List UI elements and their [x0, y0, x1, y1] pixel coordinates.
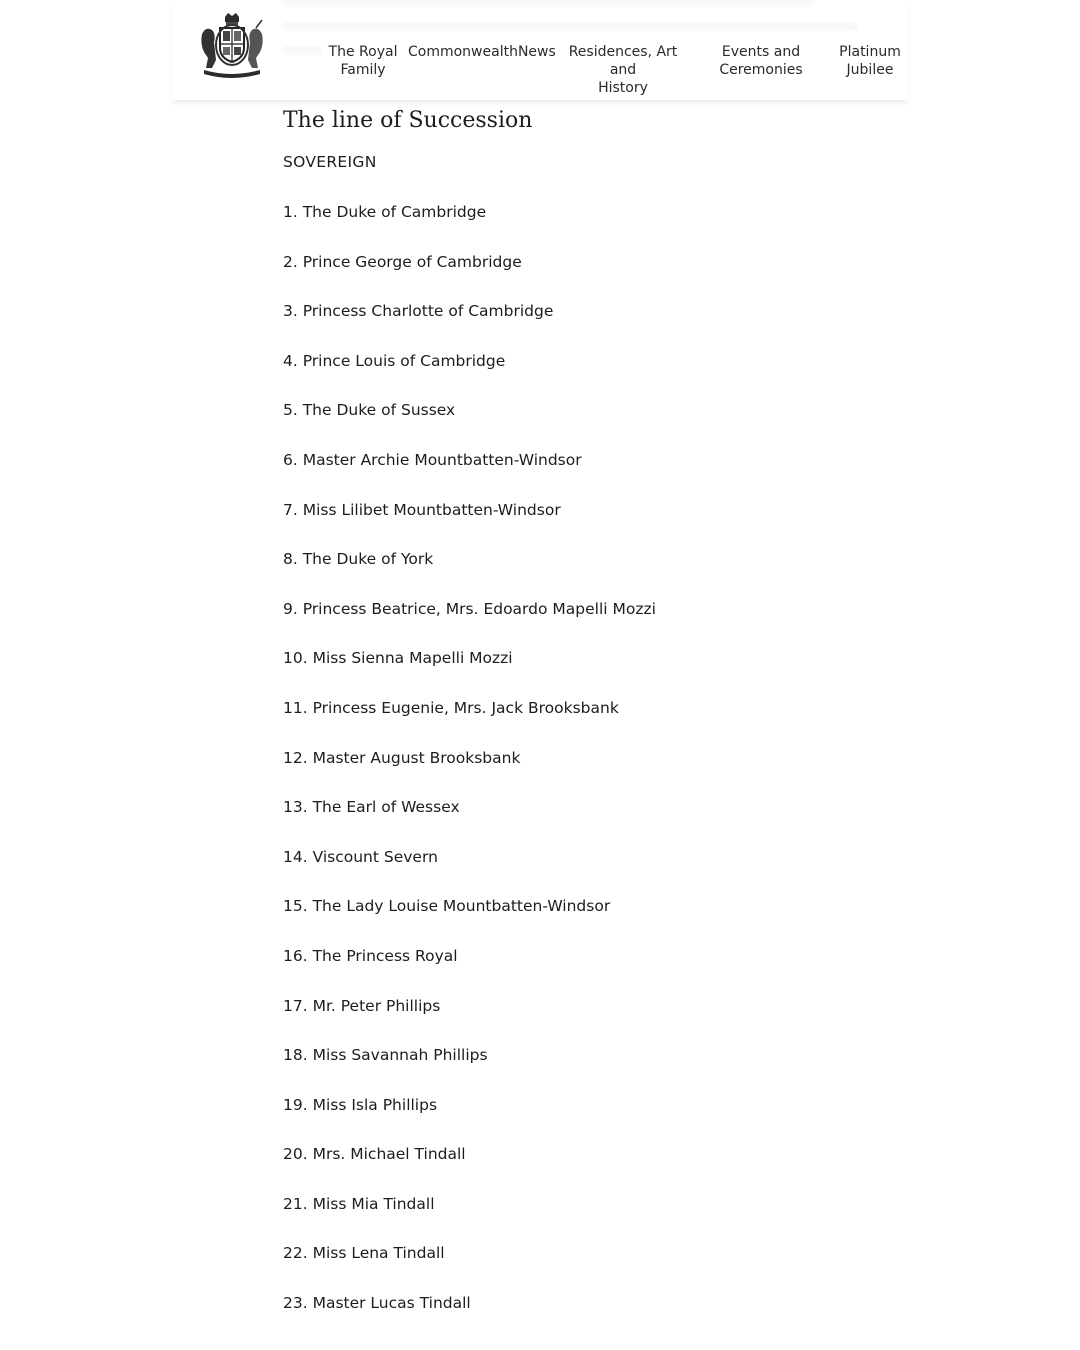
nav-item-residences-art-history[interactable]: Residences, Art and History	[568, 44, 678, 96]
page-title: The line of Succession	[283, 108, 533, 133]
succession-list-item: 1. The Duke of Cambridge	[283, 203, 487, 221]
nav-item-events-ceremonies[interactable]: Events and Ceremonies	[719, 44, 803, 78]
succession-list-item: 2. Prince George of Cambridge	[283, 252, 522, 271]
succession-list-item: 11. Princess Eugenie, Mrs. Jack Brooksbank	[283, 698, 619, 717]
site-header	[172, 0, 908, 100]
succession-list-item: 22. Miss Lena Tindall	[283, 1244, 445, 1263]
succession-list-item: 15. The Lady Louise Mountbatten-Windsor	[283, 897, 611, 916]
succession-list-item: 18. Miss Savannah Phillips	[283, 1046, 488, 1065]
nav-item-the-royal-family[interactable]: The Royal Family	[328, 44, 398, 78]
succession-list-item: 7. Miss Lilibet Mountbatten-Windsor	[283, 500, 561, 519]
succession-list-item: 19. Miss Isla Phillips	[283, 1095, 438, 1114]
main-content	[283, 106, 903, 1342]
succession-list-item: 20. Mrs. Michael Tindall	[283, 1145, 466, 1164]
succession-list-item: 21. Miss Mia Tindall	[283, 1194, 435, 1213]
succession-list-item: 16. The Princess Royal	[283, 946, 458, 965]
succession-list-item: 12. Master August Brooksbank	[283, 748, 521, 767]
succession-list-item: 10. Miss Sienna Mapelli Mozzi	[283, 649, 513, 668]
succession-list-item: 14. Viscount Severn	[283, 847, 438, 866]
nav-item-commonwealth-news[interactable]: CommonwealthNews	[408, 44, 556, 60]
succession-list-item: 13. The Earl of Wessex	[283, 798, 460, 817]
succession-list-item: 17. Mr. Peter Phillips	[283, 996, 441, 1015]
succession-list	[283, 201, 903, 1314]
nav-item-platinum-jubilee[interactable]: Platinum Jubilee	[839, 44, 901, 78]
succession-list-item: 5. The Duke of Sussex	[283, 401, 456, 420]
main-nav	[172, 43, 908, 96]
succession-list-item: 23. Master Lucas Tindall	[283, 1294, 471, 1313]
succession-list-item: 4. Prince Louis of Cambridge	[283, 351, 506, 370]
succession-list-item: 8. The Duke of York	[283, 550, 434, 569]
succession-list-item: 9. Princess Beatrice, Mrs. Edoardo Mapelli Mozzi	[283, 599, 656, 618]
succession-list-item: 6. Master Archie Mountbatten-Windsor	[283, 450, 582, 469]
succession-list-item: 3. Princess Charlotte of Cambridge	[283, 302, 554, 321]
sovereign-label: SOVEREIGN	[283, 153, 377, 171]
